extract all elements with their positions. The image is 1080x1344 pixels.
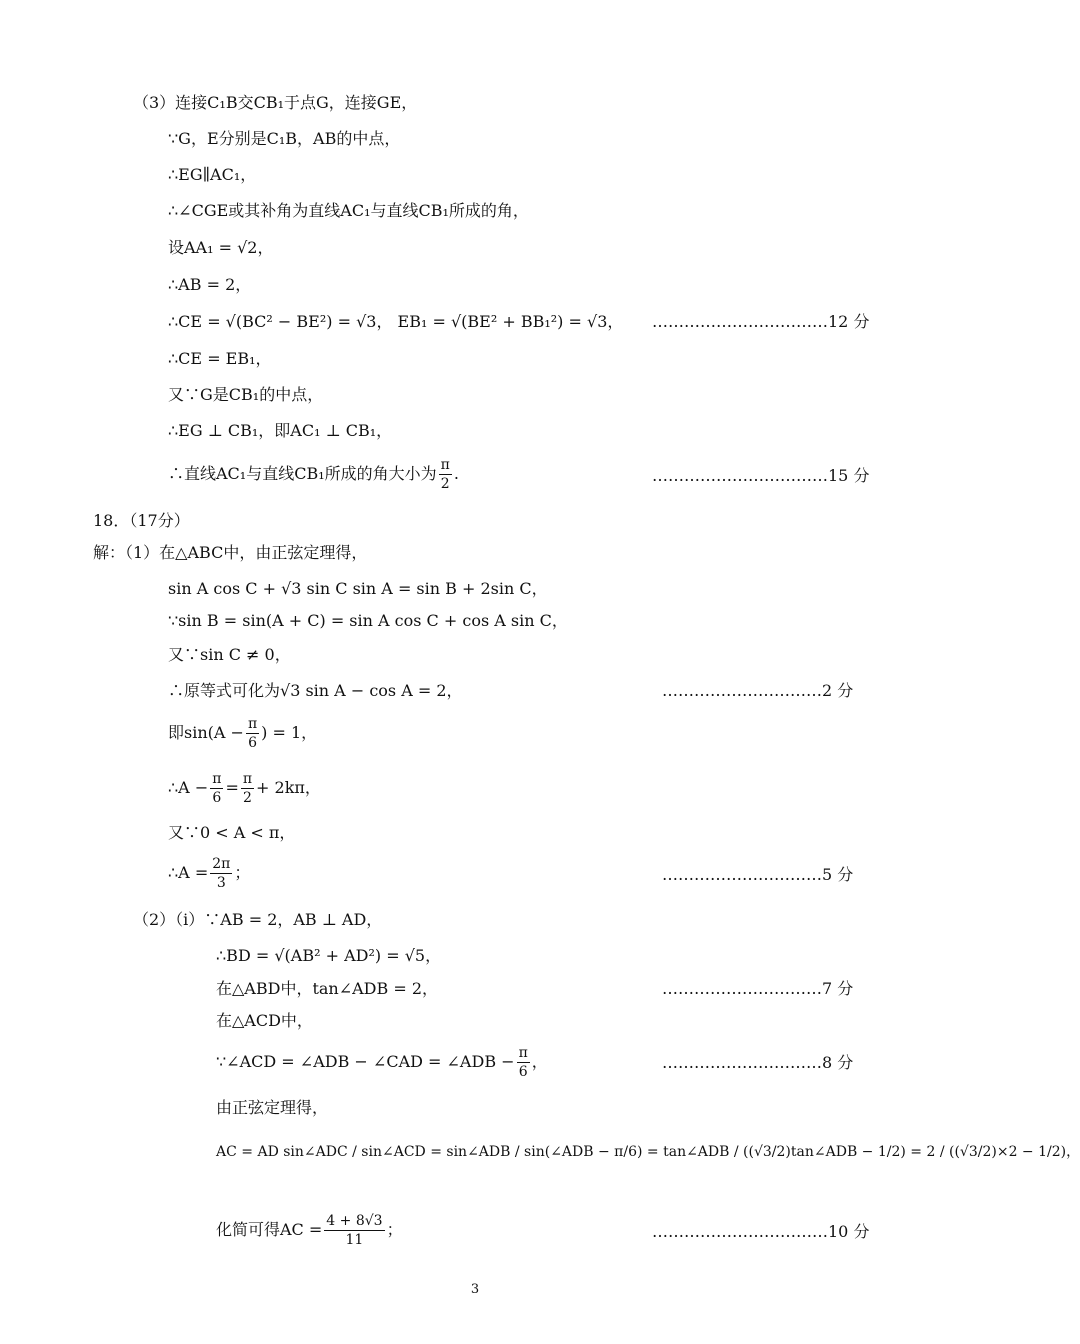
text-line: ∴∠CGE或其补角为直线AC₁与直线CB₁所成的角， — [168, 201, 529, 220]
math-line: 又∵sin C ≠ 0， — [168, 645, 291, 664]
text-line: ∴CE = EB₁， — [168, 349, 272, 368]
text-line: ∵G，E分别是C₁B，AB的中点， — [168, 129, 401, 148]
math-line: ∴A = $\frac{2\pi}{3}$ ； — [168, 856, 251, 891]
score-marker: ……………………………10 分 — [652, 1222, 870, 1241]
question-header: 18．（17分） — [93, 511, 190, 530]
math-line: ∵sin B = sin(A + C) = sin A cos C + cos A sin C， — [168, 611, 568, 630]
text-line: ∴EG ⊥ CB₁，即AC₁ ⊥ CB₁， — [168, 421, 393, 440]
math-line: 在△ABD中，tan∠ADB = 2， — [216, 979, 439, 998]
score-marker: …………………………8 分 — [662, 1053, 854, 1072]
math-line: sin A cos C + √3 sin C sin A = sin B + 2sin C， — [168, 579, 548, 598]
score-marker: ……………………………15 分 — [652, 466, 870, 485]
math-line: 又∵0 < A < π， — [168, 823, 296, 842]
math-line: 即sin(A − $\frac{\pi}{6}$ ) = 1， — [168, 716, 318, 751]
text-line: ∴CE = √(BC² − BE²) = √3， EB₁ = √(BE² + BB₁²) = √3， — [168, 312, 624, 331]
text-line: 在△ACD中， — [216, 1011, 313, 1030]
text-line: ∴EG∥AC₁， — [168, 165, 257, 184]
text-line: 解：（1）在△ABC中，由正弦定理得， — [93, 543, 368, 562]
math-line: ∵∠ACD = ∠ADB − ∠CAD = ∠ADB − $\frac{\pi}{6}$ ， — [216, 1045, 548, 1080]
page-number: 3 — [470, 1282, 480, 1297]
text-line: 又∵G是CB₁的中点， — [168, 385, 324, 404]
math-line: ∴A − $\frac{\pi}{6}$ = $\frac{\pi}{2}$ + 2kπ， — [168, 771, 321, 806]
score-marker: …………………………5 分 — [662, 865, 854, 884]
text-line: ∴直线AC₁与直线CB₁所成的角大小为 $\frac{\pi}{2}$ . — [168, 457, 459, 492]
text-line: （2）（ⅰ）∵AB = 2，AB ⊥ AD， — [133, 910, 383, 929]
score-marker: ……………………………12 分 — [652, 312, 870, 331]
text-line: ∴AB = 2， — [168, 275, 252, 294]
math-line: ∴原等式可化为√3 sin A − cos A = 2， — [168, 681, 463, 700]
score-marker: …………………………7 分 — [662, 979, 854, 998]
score-marker: …………………………2 分 — [662, 681, 854, 700]
math-line: ∴BD = √(AB² + AD²) = √5， — [216, 946, 442, 965]
math-line: 化简可得AC = $\frac{4 + 8√3}{11}$ ； — [216, 1213, 403, 1248]
math-line: AC = AD sin∠ADC / sin∠ACD = sin∠ADB / sin(∠ADB − π/6) = tan∠ADB / ((√3/2)tan∠ADB − 1/2) = 2 / ((√3/2)×2 − 1/2)， — [216, 1144, 1080, 1160]
text-line: 由正弦定理得， — [216, 1098, 329, 1117]
text-line: 设AA₁ = √2， — [168, 238, 274, 257]
text-line: （3）连接C₁B交CB₁于点G，连接GE， — [133, 93, 418, 112]
